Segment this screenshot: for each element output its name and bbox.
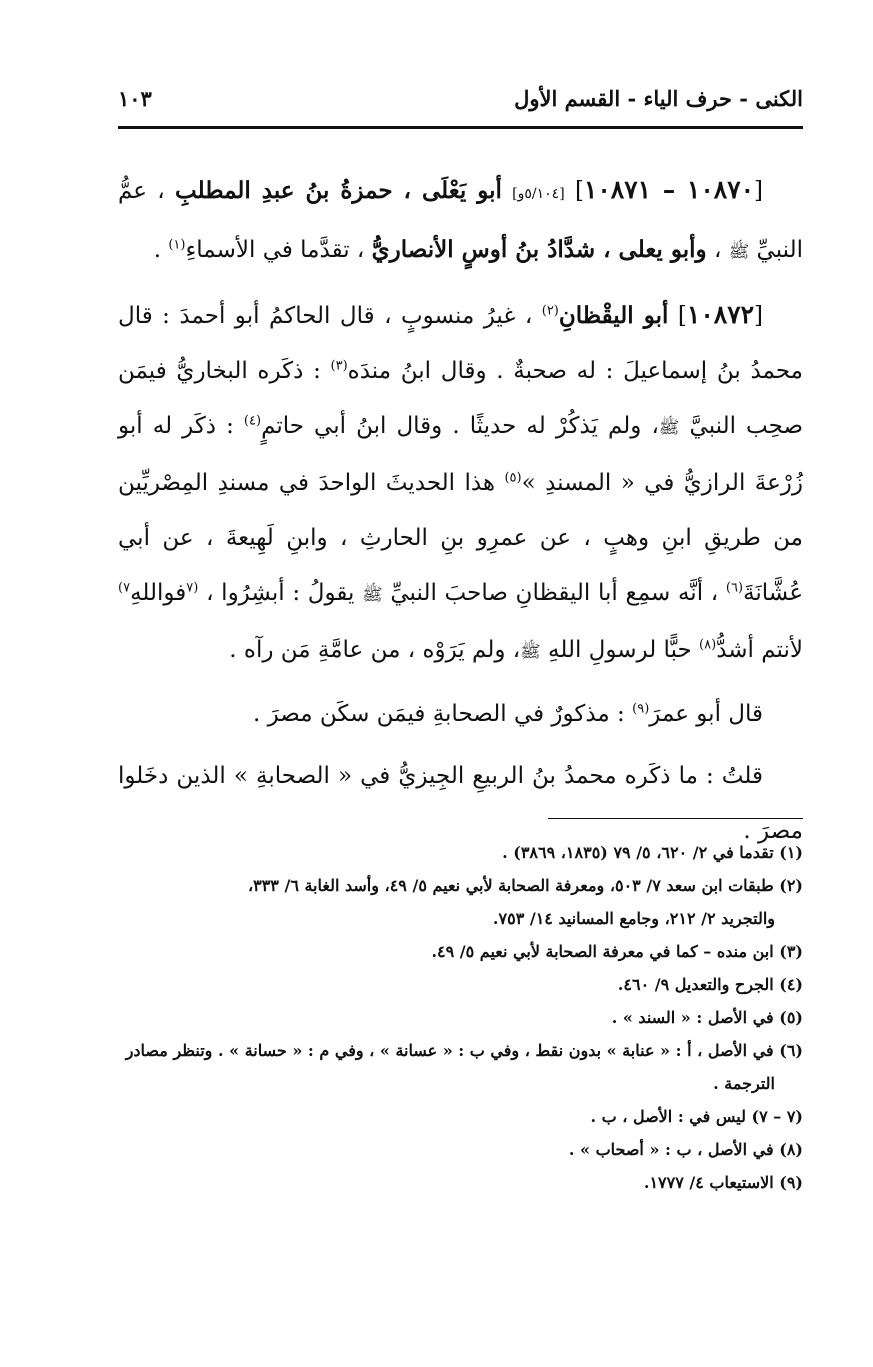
footnote-marker: (١) (168, 237, 186, 253)
entry-text: ، أنَّه سمِع أبا اليقظانِ صاحبَ النبيِّ (390, 580, 719, 606)
entry-text: ، غيرُ منسوبٍ ، قال الحاكمُ أبو أحمدَ : قال محمدُ بنُ إسماعيلَ : له صحبةٌ . وقال ابنُ مندَه (118, 303, 803, 384)
entry-text: لأنتم أشدُّ (716, 637, 803, 663)
salla-symbol: ﷺ (362, 585, 383, 605)
footnote-marker: (٥) (504, 470, 522, 486)
entry-name: وأبو يعلى ، شدَّادُ بنُ أوسٍ الأنصاريُّ (371, 236, 707, 263)
page-header (118, 86, 803, 126)
footnote-marker: (٧ (186, 580, 199, 596)
entry-text: فواللهِ (130, 580, 187, 606)
footnotes (118, 836, 803, 1199)
footnote-2-continued: والتجريد ٢/ ٢١٢، وجامع المسانيد ١٤/ ٧٥٣. (492, 909, 775, 928)
footnote-marker: (٤) (243, 413, 262, 429)
paragraph-qultu: قلتُ : ما ذكَره محمدُ بنُ الربيعِ الجِيزيُّ في « الصحابةِ » الذين دخَلوا مصرَ . (118, 763, 803, 844)
entry-bracket-open: [ (754, 303, 764, 329)
footnote-marker: (٦) (725, 580, 744, 596)
entry-10870-10871 (118, 162, 803, 280)
footnote-marker: (٣) (330, 358, 348, 374)
footnote-marker: (٩) (632, 701, 650, 717)
page-number: ١٠٣ (118, 86, 152, 111)
entry-text: : ذكَر له أبو زُرْعةَ الرازيُّ في « المسندِ » (118, 413, 804, 496)
footnote-6-continued: الترجمة . (713, 1074, 775, 1093)
entry-text: . (153, 237, 162, 263)
entry-text: ، ولم يَرَوْه ، من عامَّةِ مَن رآه . (229, 637, 521, 663)
salla-symbol: ﷺ (658, 418, 680, 438)
entry-name: أبو يَعْلَى ، حمزةُ بنُ عبدِ المطلبِ (175, 177, 502, 204)
entry-10872 (118, 287, 803, 680)
manuscript-ref: [٥/١٠٤و] (512, 186, 565, 202)
entry-text: ، (713, 237, 722, 263)
main-text (118, 162, 803, 859)
entry-bracket-close: ] (574, 178, 584, 204)
footnote-6: (٦) في الأصل ، أ : « عنابة » بدون نقط ، وفي ب : « عسانة » ، وفي م : « حسانة » . وتنظر مصادر (125, 1041, 803, 1060)
entry-text: قال أبو عمرَ (649, 701, 763, 727)
footnote-2: (٢) طبقات ابن سعد ٧/ ٥٠٣، ومعرفة الصحابة لأبي نعيم ٥/ ٤٩، وأسد الغابة ٦/ ٣٣٣، (247, 876, 803, 895)
entry-text: : ذكَره البخاريُّ فيمَن صحِب النبيَّ (118, 358, 804, 439)
entry-text: ، عمُّ النبيِّ (118, 178, 803, 263)
entry-text: يقولُ : أبشِرُوا ، (206, 580, 355, 606)
entry-text: حبًّا لرسولِ اللهِ (548, 637, 692, 663)
header-rule (118, 126, 803, 129)
entry-text: ، تقدَّما في الأسماءِ (185, 237, 365, 263)
running-title: الكنى - حرف الياء - القسم الأول (514, 86, 803, 111)
footnote-1: (١) تقدما في ٢/ ٦٢٠، ٥/ ٧٩ (١٨٣٥، ٣٨٦٩) . (502, 843, 803, 862)
entry-text: ، ولم يَذكُرْ له حديثًا . وقال ابنُ أبي حاتمٍ (261, 413, 659, 439)
footnote-3: (٣) ابن منده – كما في معرفة الصحابة لأبي نعيم ٥/ ٤٩. (431, 942, 803, 961)
footnote-5: (٥) في الأصل : « السند » . (611, 1008, 803, 1027)
entry-text: : مذكورٌ في الصحابةِ فيمَن سكَن مصرَ . (252, 701, 625, 727)
entry-bracket-close: ] (677, 303, 687, 329)
footnote-9: (٩) الاستيعاب ٤/ ١٧٧٧. (643, 1173, 803, 1192)
entry-number: ١٠٨٧٢ (686, 300, 755, 329)
entry-number: ١٠٨٧٠ – ١٠٨٧١ (583, 175, 755, 204)
footnote-4: (٤) الجرح والتعديل ٩/ ٤٦٠. (617, 975, 803, 994)
salla-symbol: ﷺ (520, 642, 541, 662)
footnote-marker: (٨) (699, 637, 717, 653)
footnote-marker: ٧) (118, 580, 131, 596)
paragraph-abu-umar (118, 687, 803, 742)
footnote-rule (548, 818, 803, 819)
footnote-marker: (٢) (541, 303, 559, 319)
salla-symbol: ﷺ (728, 242, 750, 262)
entry-text: هذا الحديثَ الواحدَ في مسندِ المِصْريِّين من طريقِ ابنِ وهبٍ ، عن عمرِو بنِ الحارثِ ، وابنِ لَهِيعةَ ، عن أبي عُشَّانَةَ (118, 470, 804, 606)
entry-bracket-open: [ (754, 178, 764, 204)
entry-name: أبو اليقْظانِ (558, 302, 669, 329)
footnote-7: (٧ – ٧) ليس في : الأصل ، ب . (590, 1107, 803, 1126)
footnote-8: (٨) في الأصل ، ب : « أصحاب » . (568, 1140, 803, 1159)
